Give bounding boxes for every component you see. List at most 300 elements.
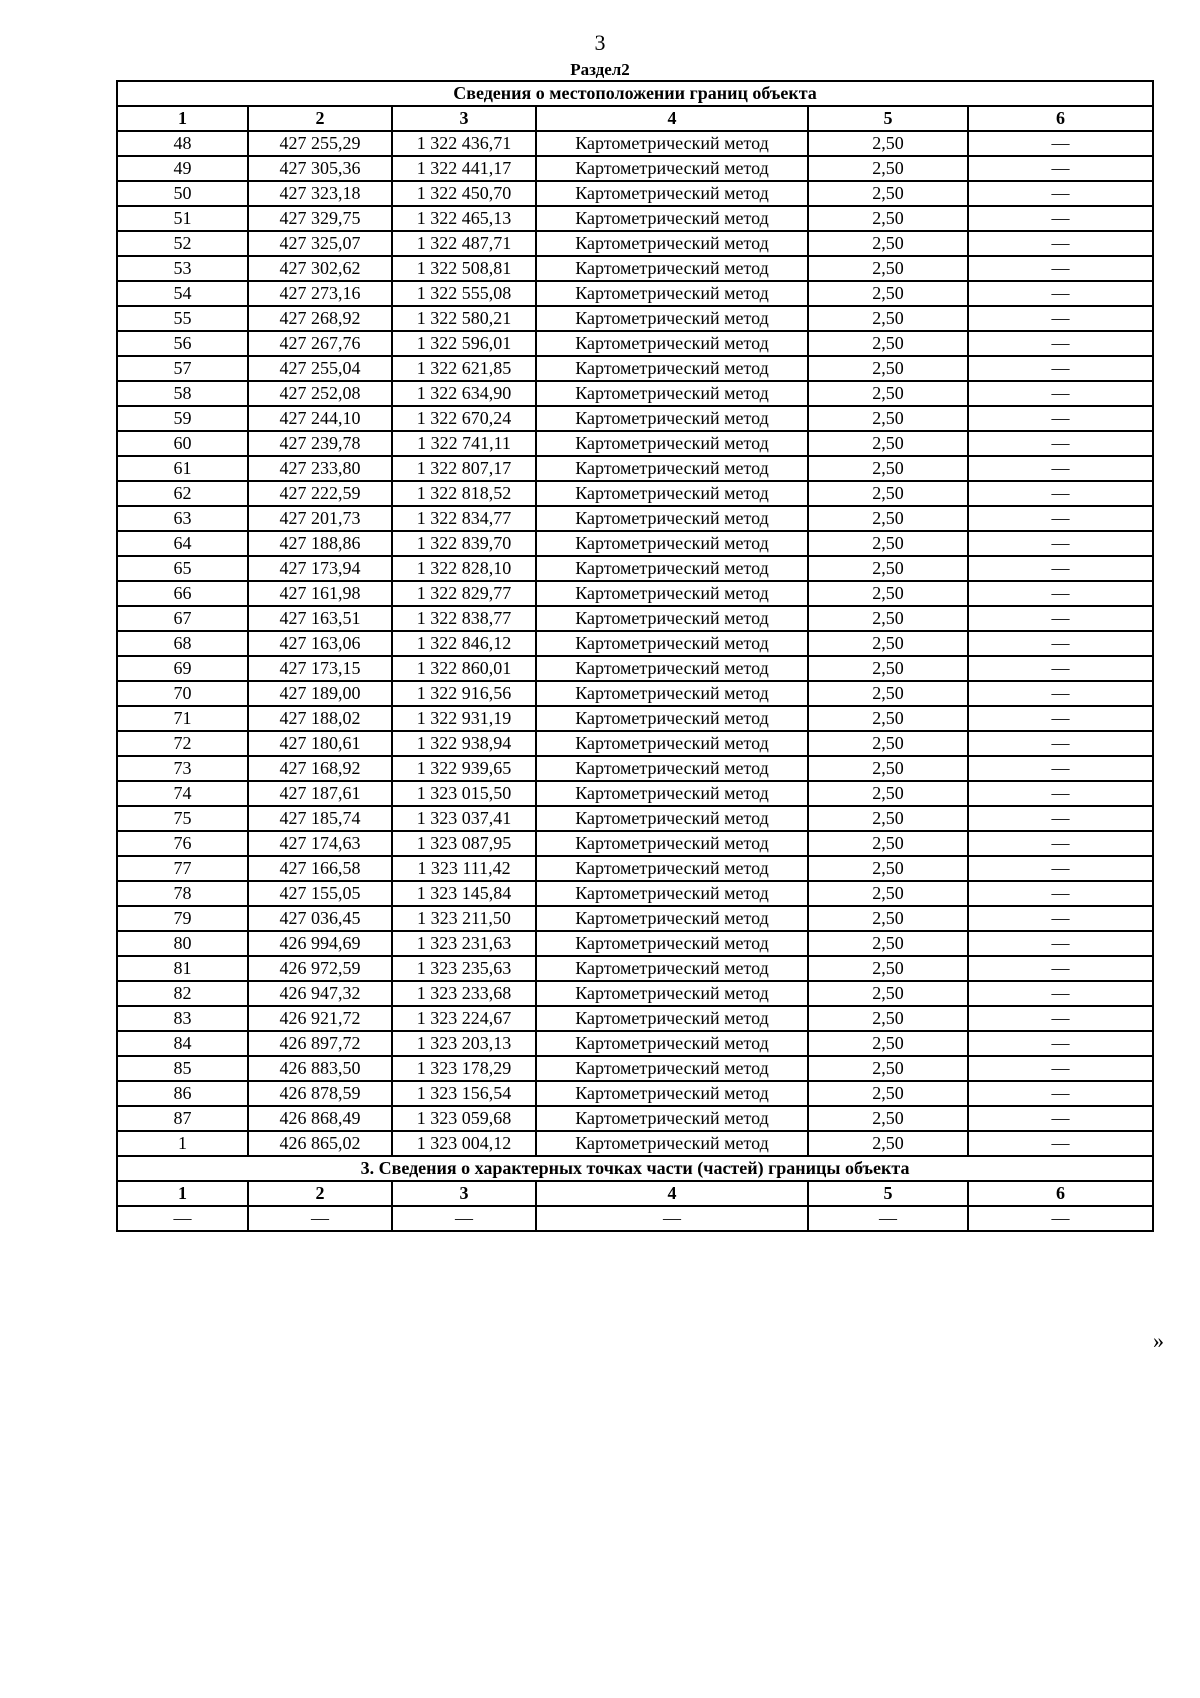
table-cell: 427 163,51 <box>248 606 392 631</box>
table-cell: — <box>968 706 1153 731</box>
column-header: 3 <box>392 1181 536 1206</box>
table-row <box>117 781 1153 806</box>
table-cell: 426 878,59 <box>248 1081 392 1106</box>
table-cell: 427 222,59 <box>248 481 392 506</box>
table-cell: 2,50 <box>808 906 968 931</box>
table-cell: — <box>968 581 1153 606</box>
table-cell: Картометрический метод <box>536 1031 808 1056</box>
table-row <box>117 206 1153 231</box>
table-cell: 2,50 <box>808 756 968 781</box>
table-cell: 64 <box>117 531 248 556</box>
table-cell: 1 322 555,08 <box>392 281 536 306</box>
table-row <box>117 456 1153 481</box>
table-cell: 1 323 087,95 <box>392 831 536 856</box>
table-row <box>117 331 1153 356</box>
column-header: 4 <box>536 106 808 131</box>
table-cell: 427 325,07 <box>248 231 392 256</box>
table-cell: 2,50 <box>808 1056 968 1081</box>
table-cell: — <box>117 1206 248 1231</box>
table-cell: 76 <box>117 831 248 856</box>
table-cell: 2,50 <box>808 856 968 881</box>
table-cell: 1 323 203,13 <box>392 1031 536 1056</box>
table-cell: 1 322 860,01 <box>392 656 536 681</box>
table-cell: 86 <box>117 1081 248 1106</box>
table-cell: — <box>968 806 1153 831</box>
table-cell: 49 <box>117 156 248 181</box>
table-cell: 427 155,05 <box>248 881 392 906</box>
table-cell: 1 322 741,11 <box>392 431 536 456</box>
table-cell: 59 <box>117 406 248 431</box>
table-cell: 83 <box>117 1006 248 1031</box>
table-cell: — <box>968 256 1153 281</box>
table-cell: Картометрический метод <box>536 731 808 756</box>
table-cell: 1 322 939,65 <box>392 756 536 781</box>
table-cell: 63 <box>117 506 248 531</box>
table-cell: 1 322 829,77 <box>392 581 536 606</box>
table-cell: 427 174,63 <box>248 831 392 856</box>
table-cell: Картометрический метод <box>536 406 808 431</box>
table-cell: 87 <box>117 1106 248 1131</box>
table-cell: — <box>968 931 1153 956</box>
table-row <box>117 831 1153 856</box>
table-cell: 2,50 <box>808 1031 968 1056</box>
column-header: 5 <box>808 1181 968 1206</box>
table-body <box>117 81 1153 1231</box>
table-caption: 3. Сведения о характерных точках части (частей) границы объекта <box>117 1156 1153 1181</box>
table-cell: 65 <box>117 556 248 581</box>
table-cell: — <box>968 1056 1153 1081</box>
table-row <box>117 981 1153 1006</box>
table-cell: Картометрический метод <box>536 981 808 1006</box>
table-cell: 427 267,76 <box>248 331 392 356</box>
table-row <box>117 306 1153 331</box>
column-header: 6 <box>968 106 1153 131</box>
table-cell: 1 322 834,77 <box>392 506 536 531</box>
table-row <box>117 556 1153 581</box>
table-cell: 2,50 <box>808 381 968 406</box>
table-cell: 1 322 465,13 <box>392 206 536 231</box>
table-header-row <box>117 106 1153 131</box>
table-cell: 427 252,08 <box>248 381 392 406</box>
table-cell: 2,50 <box>808 481 968 506</box>
table-cell: 1 323 211,50 <box>392 906 536 931</box>
table-row <box>117 956 1153 981</box>
table-cell: 426 994,69 <box>248 931 392 956</box>
table-cell: 427 268,92 <box>248 306 392 331</box>
table-cell: 1 323 037,41 <box>392 806 536 831</box>
table-cell: 60 <box>117 431 248 456</box>
table-cell: 427 166,58 <box>248 856 392 881</box>
table-cell: 427 305,36 <box>248 156 392 181</box>
table-cell: 1 323 059,68 <box>392 1106 536 1131</box>
column-header: 2 <box>248 1181 392 1206</box>
table-cell: 2,50 <box>808 156 968 181</box>
table-cell: — <box>968 556 1153 581</box>
table-cell: 53 <box>117 256 248 281</box>
table-cell: 1 322 670,24 <box>392 406 536 431</box>
table-row <box>117 406 1153 431</box>
table-cell: — <box>968 481 1153 506</box>
table-cell: Картометрический метод <box>536 1131 808 1156</box>
table-cell: — <box>808 1206 968 1231</box>
table-cell: 51 <box>117 206 248 231</box>
table-cell: 1 322 846,12 <box>392 631 536 656</box>
table-cell: 2,50 <box>808 1131 968 1156</box>
table-cell: 1 322 818,52 <box>392 481 536 506</box>
table-cell: 2,50 <box>808 506 968 531</box>
table-cell: 80 <box>117 931 248 956</box>
table-cell: — <box>968 156 1153 181</box>
table-cell: 427 188,02 <box>248 706 392 731</box>
table-cell: 69 <box>117 656 248 681</box>
table-cell: — <box>968 131 1153 156</box>
table-row <box>117 631 1153 656</box>
table-cell: 2,50 <box>808 431 968 456</box>
table-cell: — <box>968 306 1153 331</box>
table-row <box>117 856 1153 881</box>
table-cell: 71 <box>117 706 248 731</box>
table-cell: 81 <box>117 956 248 981</box>
table-cell: Картометрический метод <box>536 481 808 506</box>
table-cell: — <box>392 1206 536 1231</box>
table-row <box>117 281 1153 306</box>
table-row <box>117 131 1153 156</box>
table-row <box>117 731 1153 756</box>
table-cell: Картометрический метод <box>536 781 808 806</box>
table-cell: — <box>968 381 1153 406</box>
table-cell: 1 323 224,67 <box>392 1006 536 1031</box>
table-header-row <box>117 1181 1153 1206</box>
table-cell: 2,50 <box>808 131 968 156</box>
table-cell: — <box>968 881 1153 906</box>
table-cell: Картометрический метод <box>536 856 808 881</box>
table-cell: 427 180,61 <box>248 731 392 756</box>
table-cell: 57 <box>117 356 248 381</box>
table-cell: 2,50 <box>808 1006 968 1031</box>
table-row <box>117 231 1153 256</box>
table-cell: 426 947,32 <box>248 981 392 1006</box>
table-cell: — <box>968 531 1153 556</box>
table-cell: Картометрический метод <box>536 606 808 631</box>
table-row <box>117 256 1153 281</box>
table-cell: 1 322 838,77 <box>392 606 536 631</box>
table-cell: 2,50 <box>808 881 968 906</box>
table-row <box>117 506 1153 531</box>
table-cell: — <box>968 1031 1153 1056</box>
table-cell: 427 323,18 <box>248 181 392 206</box>
table-cell: 1 323 145,84 <box>392 881 536 906</box>
table-cell: 77 <box>117 856 248 881</box>
table-cell: Картометрический метод <box>536 356 808 381</box>
table-cell: — <box>968 1081 1153 1106</box>
table-cell: 78 <box>117 881 248 906</box>
table-cell: 2,50 <box>808 1081 968 1106</box>
table-cell: 427 255,29 <box>248 131 392 156</box>
table-cell: 68 <box>117 631 248 656</box>
table-cell: Картометрический метод <box>536 831 808 856</box>
table-row <box>117 356 1153 381</box>
table-cell: 58 <box>117 381 248 406</box>
table-cell: 2,50 <box>808 1106 968 1131</box>
table-cell: 1 322 839,70 <box>392 531 536 556</box>
table-cell: 2,50 <box>808 331 968 356</box>
table-row <box>117 531 1153 556</box>
table-cell: Картометрический метод <box>536 681 808 706</box>
table-cell: — <box>968 1006 1153 1031</box>
table-cell: 2,50 <box>808 781 968 806</box>
table-cell: Картометрический метод <box>536 881 808 906</box>
table-cell: Картометрический метод <box>536 956 808 981</box>
table-cell: — <box>968 1106 1153 1131</box>
column-header: 4 <box>536 1181 808 1206</box>
table-cell: 1 323 178,29 <box>392 1056 536 1081</box>
table-cell: — <box>968 406 1153 431</box>
table-caption-row <box>117 81 1153 106</box>
table-row <box>117 481 1153 506</box>
table-cell: 426 868,49 <box>248 1106 392 1131</box>
table-cell: 2,50 <box>808 406 968 431</box>
table-cell: 2,50 <box>808 981 968 1006</box>
table-cell: Картометрический метод <box>536 381 808 406</box>
table-cell: 427 161,98 <box>248 581 392 606</box>
table-cell: Картометрический метод <box>536 1081 808 1106</box>
table-cell: 2,50 <box>808 531 968 556</box>
table-cell: — <box>968 681 1153 706</box>
table-cell: 2,50 <box>808 306 968 331</box>
table-row <box>117 431 1153 456</box>
table-cell: Картометрический метод <box>536 281 808 306</box>
table-cell: 1 322 931,19 <box>392 706 536 731</box>
table-cell: 1 322 436,71 <box>392 131 536 156</box>
table-cell: 1 322 621,85 <box>392 356 536 381</box>
table-cell: 66 <box>117 581 248 606</box>
table-row <box>117 1081 1153 1106</box>
page-number: 3 <box>594 30 606 55</box>
table-cell: 2,50 <box>808 681 968 706</box>
table-cell: — <box>968 831 1153 856</box>
table-cell: Картометрический метод <box>536 181 808 206</box>
table-cell: Картометрический метод <box>536 1056 808 1081</box>
table-cell: 2,50 <box>808 931 968 956</box>
table-row <box>117 381 1153 406</box>
table-cell: 79 <box>117 906 248 931</box>
table-cell: Картометрический метод <box>536 231 808 256</box>
table-cell: Картометрический метод <box>536 631 808 656</box>
table-cell: — <box>968 356 1153 381</box>
table-cell: — <box>968 506 1153 531</box>
table-cell: 1 322 487,71 <box>392 231 536 256</box>
table-caption-row <box>117 1156 1153 1181</box>
table-cell: — <box>968 631 1153 656</box>
table-cell: 427 173,15 <box>248 656 392 681</box>
table-cell: 2,50 <box>808 631 968 656</box>
column-header: 1 <box>117 1181 248 1206</box>
table-row <box>117 906 1153 931</box>
table-cell: 426 972,59 <box>248 956 392 981</box>
table-cell: — <box>968 781 1153 806</box>
table-cell: 1 323 231,63 <box>392 931 536 956</box>
table-cell: 2,50 <box>808 731 968 756</box>
table-cell: 1 322 450,70 <box>392 181 536 206</box>
table-cell: — <box>968 956 1153 981</box>
table-cell: 1 322 916,56 <box>392 681 536 706</box>
table-cell: — <box>968 981 1153 1006</box>
table-cell: — <box>968 756 1153 781</box>
table-cell: 427 244,10 <box>248 406 392 431</box>
closing-quote: » <box>1153 1328 1164 1353</box>
table-row <box>117 581 1153 606</box>
table-cell: 73 <box>117 756 248 781</box>
table-cell: 427 168,92 <box>248 756 392 781</box>
table-cell: 70 <box>117 681 248 706</box>
table-row <box>117 706 1153 731</box>
table-cell: 1 323 235,63 <box>392 956 536 981</box>
table-cell: 2,50 <box>808 831 968 856</box>
table-row <box>117 1106 1153 1131</box>
table-cell: — <box>968 606 1153 631</box>
table-cell: — <box>248 1206 392 1231</box>
table-cell: 1 322 580,21 <box>392 306 536 331</box>
table-cell: 426 865,02 <box>248 1131 392 1156</box>
table-cell: 1 322 508,81 <box>392 256 536 281</box>
table-cell: 2,50 <box>808 706 968 731</box>
table-cell: 427 273,16 <box>248 281 392 306</box>
table-cell: Картометрический метод <box>536 156 808 181</box>
table-row <box>117 1006 1153 1031</box>
table-cell: 50 <box>117 181 248 206</box>
table-cell: 427 185,74 <box>248 806 392 831</box>
table-cell: 61 <box>117 456 248 481</box>
column-header: 2 <box>248 106 392 131</box>
section-title: Раздел2 <box>570 60 630 79</box>
table-cell: — <box>968 231 1153 256</box>
table-cell: Картометрический метод <box>536 556 808 581</box>
table-cell: 1 323 233,68 <box>392 981 536 1006</box>
table-cell: — <box>968 181 1153 206</box>
table-cell: Картометрический метод <box>536 1106 808 1131</box>
table-cell: — <box>968 456 1153 481</box>
table-cell: 1 322 596,01 <box>392 331 536 356</box>
column-header: 1 <box>117 106 248 131</box>
table-row <box>117 1131 1153 1156</box>
table-cell: 427 173,94 <box>248 556 392 581</box>
table-cell: Картометрический метод <box>536 1006 808 1031</box>
table-cell: 1 322 807,17 <box>392 456 536 481</box>
table-cell: 82 <box>117 981 248 1006</box>
table-cell: 427 187,61 <box>248 781 392 806</box>
table-row <box>117 806 1153 831</box>
table-cell: 55 <box>117 306 248 331</box>
table-cell: Картометрический метод <box>536 456 808 481</box>
column-header: 3 <box>392 106 536 131</box>
table-cell: 2,50 <box>808 656 968 681</box>
table-cell: Картометрический метод <box>536 206 808 231</box>
table-row <box>117 756 1153 781</box>
table-cell: 85 <box>117 1056 248 1081</box>
table-cell: 427 163,06 <box>248 631 392 656</box>
table-cell: 1 322 938,94 <box>392 731 536 756</box>
table-cell: 67 <box>117 606 248 631</box>
table-cell: — <box>968 431 1153 456</box>
table-cell: 2,50 <box>808 581 968 606</box>
table-row <box>117 931 1153 956</box>
table-cell: 427 188,86 <box>248 531 392 556</box>
table-cell: Картометрический метод <box>536 431 808 456</box>
table-cell: Картометрический метод <box>536 656 808 681</box>
table-cell: 427 201,73 <box>248 506 392 531</box>
table-cell: 427 302,62 <box>248 256 392 281</box>
table-cell: 2,50 <box>808 181 968 206</box>
table-cell: 2,50 <box>808 231 968 256</box>
table-cell: 2,50 <box>808 256 968 281</box>
table-caption: Сведения о местоположении границ объекта <box>117 81 1153 106</box>
table-cell: Картометрический метод <box>536 756 808 781</box>
table-cell: 2,50 <box>808 606 968 631</box>
table-cell: 2,50 <box>808 806 968 831</box>
table-cell: 427 036,45 <box>248 906 392 931</box>
table-cell: 427 189,00 <box>248 681 392 706</box>
table-cell: 427 329,75 <box>248 206 392 231</box>
table-cell: 2,50 <box>808 281 968 306</box>
table-cell: 54 <box>117 281 248 306</box>
table-cell: 1 323 156,54 <box>392 1081 536 1106</box>
table-cell: 72 <box>117 731 248 756</box>
table-cell: Картометрический метод <box>536 531 808 556</box>
table-cell: — <box>968 206 1153 231</box>
table-cell: Картометрический метод <box>536 306 808 331</box>
table-cell: Картометрический метод <box>536 906 808 931</box>
table-cell: Картометрический метод <box>536 256 808 281</box>
table-cell: 1 323 004,12 <box>392 1131 536 1156</box>
table-cell: 52 <box>117 231 248 256</box>
table-cell: 2,50 <box>808 356 968 381</box>
table-row <box>117 606 1153 631</box>
table-cell: 2,50 <box>808 956 968 981</box>
table-cell: Картометрический метод <box>536 331 808 356</box>
boundary-coordinates-table <box>116 80 1154 1232</box>
table-cell: 84 <box>117 1031 248 1056</box>
table-cell: — <box>968 906 1153 931</box>
table-cell: 1 323 015,50 <box>392 781 536 806</box>
table-cell: — <box>968 281 1153 306</box>
table-row <box>117 681 1153 706</box>
table-cell: 427 239,78 <box>248 431 392 456</box>
table-cell: — <box>968 1206 1153 1231</box>
table-row <box>117 181 1153 206</box>
table-row <box>117 1206 1153 1231</box>
table-row <box>117 1056 1153 1081</box>
table-cell: 427 233,80 <box>248 456 392 481</box>
table-cell: 1 322 828,10 <box>392 556 536 581</box>
table-cell: 427 255,04 <box>248 356 392 381</box>
table-cell: Картометрический метод <box>536 506 808 531</box>
table-cell: Картометрический метод <box>536 931 808 956</box>
table-cell: 75 <box>117 806 248 831</box>
table-cell: — <box>968 331 1153 356</box>
table-cell: Картометрический метод <box>536 131 808 156</box>
table-cell: 74 <box>117 781 248 806</box>
table-cell: — <box>536 1206 808 1231</box>
table-cell: Картометрический метод <box>536 806 808 831</box>
table-cell: Картометрический метод <box>536 706 808 731</box>
table-cell: 1 <box>117 1131 248 1156</box>
table-row <box>117 656 1153 681</box>
table-cell: 426 921,72 <box>248 1006 392 1031</box>
column-header: 5 <box>808 106 968 131</box>
table-cell: — <box>968 731 1153 756</box>
table-cell: 426 883,50 <box>248 1056 392 1081</box>
table-cell: 426 897,72 <box>248 1031 392 1056</box>
